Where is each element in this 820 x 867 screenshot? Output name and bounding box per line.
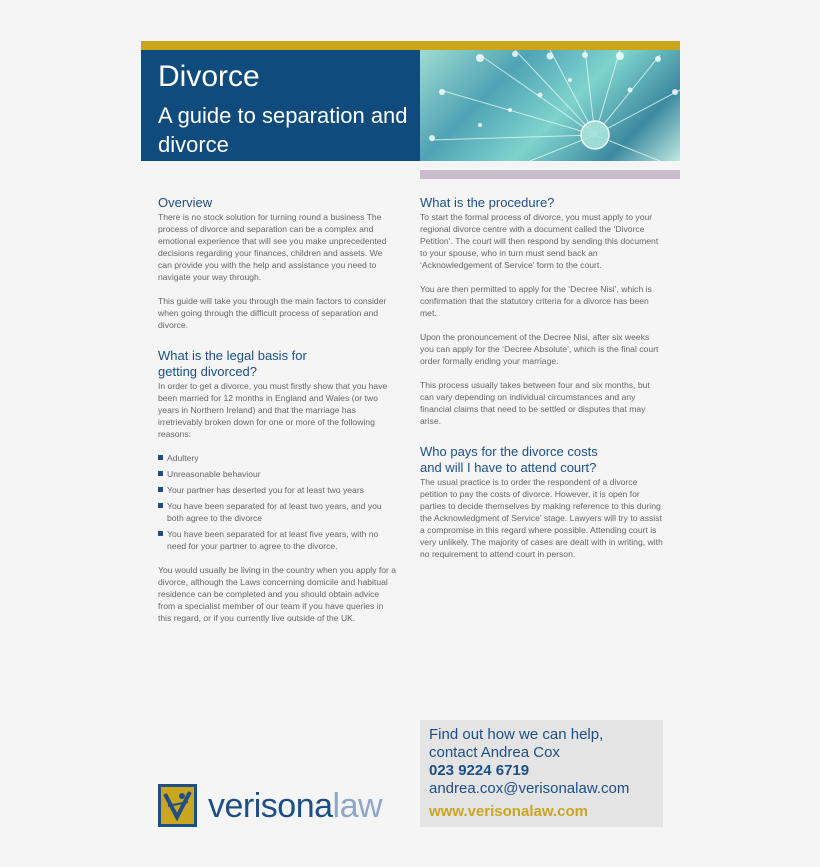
accent-bar [420,170,680,179]
page-subtitle: A guide to separation and divorce [158,103,408,157]
list-item: You have been separated for at least two years, and you both agree to the divorce [158,500,398,524]
logo-text-verisona: verisona [208,787,333,825]
legal-basis-heading: What is the legal basis for getting divorced? [158,348,307,379]
overview-heading: Overview [158,195,213,210]
right-column [420,195,665,560]
contact-email[interactable]: andrea.cox@verisonalaw.com [429,780,630,797]
procedure-paragraph-3: Upon the pronouncement of the Decree Nisi, after six weeks you can apply for the ‘Decree Absolute’, which is the final court order formally ending your marriage. [420,332,659,366]
contact-box [420,720,663,827]
list-item: Unreasonable behaviour [158,468,398,480]
top-accent-bar [141,41,680,50]
procedure-paragraph-4: This process usually takes between four and six months, but can vary depending on individual circumstances and any financial claims that need to be settled or disputes that may arise. [420,380,650,426]
reasons-list [158,452,398,552]
list-item: Your partner has deserted you for at least two years [158,484,398,496]
contact-website[interactable]: www.verisonalaw.com [429,803,588,820]
procedure-paragraph-1: To start the formal process of divorce, you must apply to your regional divorce centre with a document called the ‘Divorce Petition’. The court will then respond by sending this document to your spouse, who in turn must send back an ‘Acknowledgement of Service’ form to the court. [420,212,659,270]
list-item: Adultery [158,452,398,464]
contact-line-1: Find out how we can help, [429,726,604,743]
procedure-paragraph-2: You are then permitted to apply for the ‘Decree Nisi’, which is confirmation that the statutory criteria for a divorce has been met. [420,284,652,318]
page-title: Divorce [158,60,260,93]
costs-paragraph: The usual practice is to order the respondent of a divorce petition to pay the costs of divorce. However, it is open for parties to decide themselves by making reference to this during the Acknowledgment of Service’ stage. Lawyers will try to assist a compromise in this regard where possible. Attending court is very unlikely. The majority of cases are dealt with in writing, with no requirement to attend court in person. [420,477,663,559]
contact-line-2: contact Andrea Cox [429,744,560,761]
costs-heading: Who pays for the divorce costs and will I have to attend court? [420,444,598,475]
logo-wordmark [208,784,382,828]
legal-basis-paragraph-1: In order to get a divorce, you must firstly show that you have been married for 12 months in England and Wales (or two years in Northern Ireland) and that the marriage has irretrievably broken down for one or more of the following reasons: [158,381,388,439]
dandelion-droplets-image [420,50,680,161]
title-block [141,50,420,161]
logo-text-law: law [332,787,383,825]
overview-paragraph-2: This guide will take you through the main factors to consider when going through the difficult process of separation and divorce. [158,296,387,330]
logo-mark-icon [158,784,197,827]
left-column [158,195,398,624]
list-item: You have been separated for at least five years, with no need for your partner to agree to the divorce. [158,528,398,552]
legal-basis-paragraph-2: You would usually be living in the country when you apply for a divorce, although the Laws concerning domicile and habitual residence can be completed and you should obtain advice from a specialist member of our team if you have queries in this regard, or if you currently live outside of the UK. [158,565,397,623]
contact-phone[interactable]: 023 9224 6719 [429,762,530,779]
hero-image [420,50,680,161]
overview-paragraph-1: There is no stock solution for turning round a business The process of divorce and separation can be a complex and emotional experience that will see you make unprecedented decisions regarding your finances, children and assets. We can provide you with the help and assistance you need to navigate your way through. [158,212,387,282]
procedure-heading: What is the procedure? [420,195,555,210]
